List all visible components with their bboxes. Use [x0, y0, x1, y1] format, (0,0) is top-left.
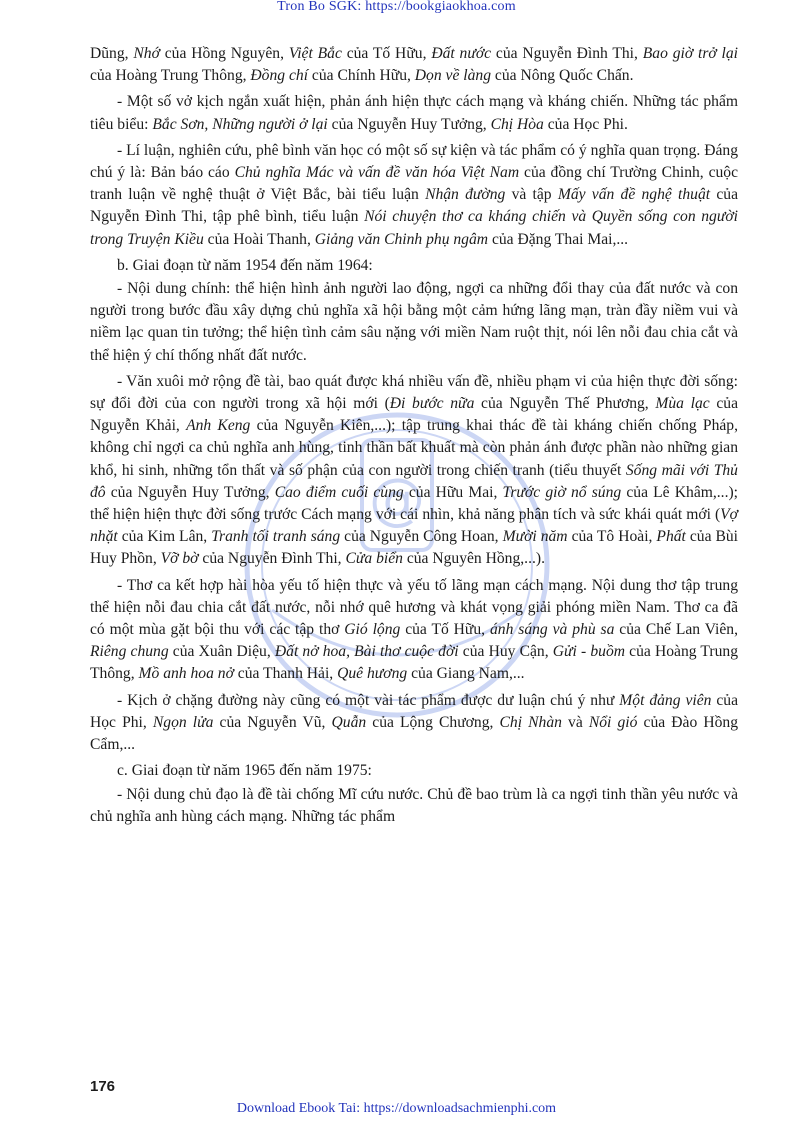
italic-title-span: Nhận đường — [425, 186, 506, 204]
text-span: của Hữu Mai, — [403, 483, 503, 501]
text-span: của Chính Hữu, — [308, 67, 415, 85]
text-span: của Hoài Thanh, — [203, 230, 315, 248]
paragraph — [90, 255, 738, 277]
page-number: 176 — [90, 1078, 116, 1095]
text-span: của Học Phi. — [543, 115, 628, 133]
italic-title-span: Mùa lạc — [655, 395, 710, 413]
paragraph — [90, 784, 738, 828]
text-span: của Lê Khâm,...); thể hiện hiện thực đời sống trước Cách mạng với cái nhìn, khả năng phân tích và sức khái quát mới ( — [90, 483, 738, 524]
text-span: của Nguyễn Khải, — [90, 395, 738, 435]
watermark-at-symbol: @ — [369, 467, 425, 532]
text-span: của Thanh Hải, — [233, 665, 338, 683]
text-span: - Thơ ca kết hợp hài hòa yếu tố hiện thực và yếu tố lãng mạn cách mạng. Nội dung thơ tập trung thể hiện nỗi đau chia cắt đất nước, nỗi nhớ quê hương và khát vọng giải phóng miền Nam. Thơ ca đã có một mùa gặt bội thu với các tập thơ — [90, 576, 738, 639]
italic-title-span: Việt Bắc — [288, 45, 342, 62]
text-span: của Nguyễn Công Hoan, — [340, 528, 503, 546]
italic-title-span: Nổi gió — [588, 713, 638, 731]
text-span: b. Giai đoạn từ năm 1954 đến năm 1964: — [117, 256, 373, 274]
paragraph — [90, 91, 738, 135]
text-span: c. Giai đoạn từ năm 1965 đến năm 1975: — [117, 762, 372, 780]
text-span: của Giang Nam,... — [407, 665, 525, 683]
text-span: - Nội dung chính: thể hiện hình ảnh người lao động, ngợi ca những đổi thay của đất nước và con người trong bước đầu xây dựng chủ nghĩa xã hội bằng một cảm hứng lãng mạn, tràn đầy niềm vui và niềm lạc quan tin tưởng; thể hiện tình cảm sâu nặng với miền Nam ruột thịt, nói lên nỗi đau chia cắt và thể hiện ý chí thống nhất đất nước. — [90, 280, 738, 364]
paragraph — [90, 371, 738, 571]
italic-title-span: Cửa biển — [345, 550, 403, 568]
text-span: của Học Phi, — [90, 691, 739, 731]
paragraph — [90, 43, 738, 87]
document-body — [90, 43, 738, 832]
italic-title-span: Riêng chung — [90, 643, 169, 661]
italic-title-span: Phất — [656, 528, 686, 546]
italic-title-span: Bắc Sơn, Những người ở lại — [152, 115, 328, 133]
italic-title-span: Gió lộng — [344, 621, 401, 639]
text-span: của Nông Quốc Chấn. — [491, 67, 634, 85]
italic-title-span: Dọn về làng — [414, 67, 492, 85]
text-span: - Lí luận, nghiên cứu, phê bình văn học có một số sự kiện và tác phẩm có ý nghĩa quan trọng. Đáng chú ý là: Bản báo cáo — [90, 141, 738, 182]
header-link[interactable]: Tron Bo SGK: https://bookgiaokhoa.com — [277, 0, 516, 14]
italic-title-span: Nói chuyện thơ ca kháng chiến và Quyền sống con người trong Truyện Kiều — [90, 208, 739, 248]
text-span: Dũng, — [90, 45, 134, 62]
footer-link[interactable]: Download Ebook Tai: https://downloadsachmienphi.com — [236, 1101, 557, 1116]
italic-title-span: Trước giờ nổ súng — [502, 483, 622, 501]
italic-title-span: Mười năm — [502, 528, 568, 546]
text-span: của Hoàng Trung Thông, — [90, 67, 251, 85]
text-span: của đồng chí Trường Chinh, cuộc tranh luận về nghệ thuật ở Việt Bắc, bài tiểu luận — [90, 164, 739, 204]
text-span: của Bùi Huy Phồn, — [90, 528, 739, 568]
italic-title-span: Cao điểm cuối cùng — [274, 483, 404, 501]
text-span: của Nguyễn Đình Thi, tập phê bình, tiểu luận — [90, 186, 738, 226]
text-span: của Hoàng Trung Thông, — [90, 643, 738, 683]
text-span: của Nguyễn Đình Thi, — [491, 45, 643, 62]
paragraph — [90, 575, 738, 686]
text-span: của Nguyễn Đình Thi, — [198, 550, 346, 568]
text-span: và tập — [505, 186, 558, 204]
italic-title-span: Đất nước — [431, 45, 492, 62]
text-span: của Kim Lân, — [117, 528, 212, 546]
italic-title-span: Đồng chí — [250, 67, 309, 85]
text-span: của Đào Hồng Cẩm,... — [90, 713, 738, 754]
italic-title-span: Sống mãi với Thủ đô — [90, 461, 738, 501]
italic-title-span: Bao giờ trở lại — [642, 45, 739, 62]
italic-title-span: Tranh tối tranh sáng — [211, 528, 341, 546]
paragraph — [90, 140, 738, 251]
italic-title-span: Chủ nghĩa Mác và vấn đề văn hóa Việt Nam — [234, 164, 520, 182]
text-span: - Một số vở kịch ngắn xuất hiện, phản ánh hiện thực cách mạng và kháng chiến. Những tác phẩm tiêu biểu: — [90, 93, 738, 133]
italic-title-span: Một đảng viên — [619, 691, 712, 709]
italic-title-span: Gửi - buồm — [552, 643, 626, 661]
italic-title-span: Nhớ — [133, 45, 160, 62]
italic-title-span: Mồ anh hoa nở — [138, 665, 234, 683]
italic-title-span: Anh Keng — [186, 417, 251, 435]
text-span: của Chế Lan Viên, — [614, 621, 738, 639]
text-span: của Xuân Diệu, — [168, 643, 275, 661]
italic-title-span: Đi bước nữa — [389, 395, 475, 413]
paragraph — [90, 760, 738, 782]
italic-title-span: Chị Nhàn — [499, 713, 562, 731]
italic-title-span: Quẫn — [331, 713, 367, 731]
text-span: - Kịch ở chặng đường này cũng có một vài tác phẩm được dư luận chú ý như — [117, 691, 620, 709]
text-span: của Tố Hữu, — [341, 45, 432, 62]
text-span: của Nguyễn Huy Tưởng, — [327, 115, 491, 133]
italic-title-span: Vợ nhặt — [90, 506, 738, 546]
text-span: của Nguyễn Thế Phương, — [474, 395, 656, 413]
italic-title-span: Giảng văn Chinh phụ ngâm — [314, 230, 489, 248]
italic-title-span: Đất nở hoa, Bài thơ cuộc đời — [274, 643, 459, 661]
italic-title-span: Ngọn lửa — [152, 713, 214, 731]
text-span: - Văn xuôi mở rộng đề tài, bao quát được khá nhiều vấn đề, nhiều phạm vi của hiện thực đời sống: sự đổi đời của con người trong xã hội mới ( — [90, 372, 738, 413]
text-span: của Huy Cận, — [458, 643, 553, 661]
italic-title-span: Chị Hòa — [490, 115, 544, 133]
text-span: của Tô Hoài, — [567, 528, 657, 546]
paragraph — [90, 690, 738, 757]
paragraph — [90, 278, 738, 367]
italic-title-span: Quê hương — [337, 665, 408, 683]
italic-title-span: Vỡ bờ — [160, 550, 199, 568]
text-span: của Tố Hữu, — [400, 621, 490, 639]
text-span: của Nguyên Hồng,...). — [402, 550, 545, 568]
italic-title-span: Mấy vấn đề nghệ thuật — [557, 186, 711, 204]
text-span: của Nguyễn Kiên,...); tập trung khai thác đề tài kháng chiến chống Pháp, không chỉ ngợi ca chủ nghĩa anh hùng, tinh thần bất khuất mà còn phản ánh được phần nào những gian khổ, hi sinh, những tổn thất và số phận của con người trong chiến tranh (tiểu thuyết — [90, 417, 738, 479]
text-span: của Đặng Thai Mai,... — [488, 230, 629, 248]
text-span: - Nội dung chủ đạo là đề tài chống Mĩ cứu nước. Chủ đề bao trùm là ca ngợi tinh thần yêu nước và chủ nghĩa anh hùng cách mạng. Những tác phẩm — [90, 785, 738, 825]
text-span: và — [561, 713, 589, 731]
italic-title-span: ánh sáng và phù sa — [489, 621, 615, 639]
text-span: của Lộng Chương, — [366, 713, 500, 731]
text-span: của Hồng Nguyên, — [159, 45, 289, 62]
text-span: của Nguyễn Huy Tưởng, — [105, 483, 275, 501]
text-span: của Nguyễn Vũ, — [213, 713, 332, 731]
